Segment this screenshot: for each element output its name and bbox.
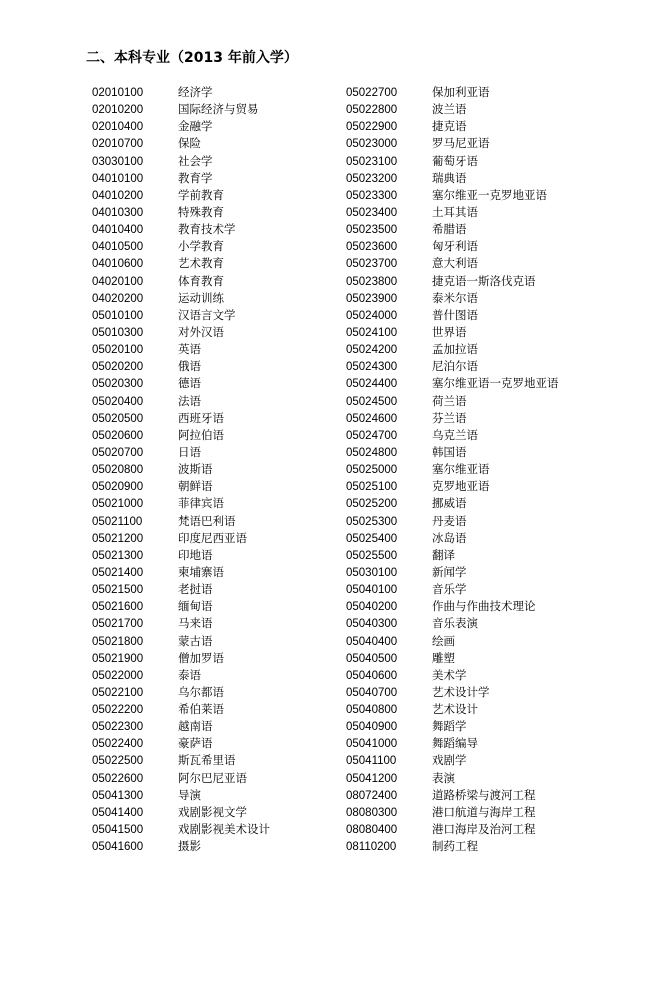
major-row — [346, 650, 559, 667]
major-code: 05020100 — [92, 344, 144, 357]
major-row — [92, 547, 270, 564]
major-code: 05025300 — [346, 515, 398, 528]
major-code: 05022300 — [92, 721, 144, 734]
major-row — [346, 735, 559, 752]
major-row — [92, 273, 270, 290]
major-name: 表演 — [432, 770, 455, 785]
major-name: 阿尔巴尼亚语 — [178, 770, 247, 785]
major-name: 艺术设计 — [432, 702, 478, 717]
major-name: 克罗地亚语 — [432, 479, 490, 494]
major-name: 丹麦语 — [432, 513, 467, 528]
major-code: 03030100 — [92, 155, 144, 168]
major-name: 韩国语 — [432, 444, 467, 459]
major-row — [92, 838, 270, 855]
major-code: 05040400 — [346, 635, 398, 648]
major-code: 05041500 — [92, 824, 144, 837]
major-row — [346, 84, 559, 101]
major-row — [346, 547, 559, 564]
major-code: 02010400 — [92, 121, 144, 134]
major-code: 05041600 — [92, 841, 144, 854]
major-code: 04010500 — [92, 241, 144, 254]
major-row — [346, 633, 559, 650]
major-name: 塞尔维亚语一克罗地亚语 — [432, 376, 559, 391]
major-name: 英语 — [178, 342, 201, 357]
major-code: 04010400 — [92, 224, 144, 237]
major-row — [92, 461, 270, 478]
major-name: 艺术教育 — [178, 256, 224, 271]
major-name: 越南语 — [178, 719, 213, 734]
major-name: 运动训练 — [178, 290, 224, 305]
major-code: 04010200 — [92, 189, 144, 202]
major-row — [92, 135, 270, 152]
major-code: 04010100 — [92, 172, 144, 185]
major-name: 世界语 — [432, 324, 467, 339]
major-code: 05021900 — [92, 652, 144, 665]
major-name: 塞尔维亚一克罗地亚语 — [432, 187, 547, 202]
major-row — [346, 324, 559, 341]
major-name: 经济学 — [178, 85, 213, 99]
major-row — [92, 787, 270, 804]
major-row — [92, 633, 270, 650]
major-row — [92, 615, 270, 632]
major-row — [92, 701, 270, 718]
major-code: 05041300 — [92, 789, 144, 802]
major-code: 05022100 — [92, 686, 144, 699]
major-row — [346, 530, 559, 547]
major-row — [346, 118, 559, 135]
major-code: 02010100 — [92, 87, 144, 99]
major-name: 日语 — [178, 444, 201, 459]
major-row — [92, 530, 270, 547]
major-name: 导演 — [178, 787, 201, 802]
major-row — [92, 581, 270, 598]
major-row — [346, 204, 559, 221]
major-name: 戏剧学 — [432, 753, 467, 768]
major-name: 戏剧影视文学 — [178, 804, 247, 819]
major-code: 04010600 — [92, 258, 144, 271]
major-name: 印度尼西亚语 — [178, 530, 247, 545]
major-name: 挪威语 — [432, 496, 467, 511]
major-code: 05040700 — [346, 686, 398, 699]
major-code: 05040800 — [346, 704, 398, 717]
major-row — [346, 838, 559, 855]
major-name: 保加利亚语 — [432, 85, 490, 99]
major-code: 05021800 — [92, 635, 144, 648]
major-code: 05021300 — [92, 549, 144, 562]
major-code: 05023700 — [346, 258, 398, 271]
major-row — [346, 307, 559, 324]
major-row — [346, 667, 559, 684]
major-row — [92, 752, 270, 769]
major-name: 新闻学 — [432, 564, 467, 579]
major-row — [346, 170, 559, 187]
major-name: 斯瓦希里语 — [178, 753, 236, 768]
major-name: 德语 — [178, 376, 201, 391]
major-row — [92, 341, 270, 358]
major-row — [92, 650, 270, 667]
major-row — [92, 804, 270, 821]
major-row — [92, 84, 270, 101]
left-major-list — [92, 84, 270, 855]
major-row — [92, 221, 270, 238]
major-row — [92, 187, 270, 204]
major-code: 05023100 — [346, 155, 398, 168]
major-code: 05024200 — [346, 344, 398, 357]
major-code: 05020600 — [92, 429, 144, 442]
major-row — [346, 461, 559, 478]
major-row — [92, 598, 270, 615]
major-row — [92, 324, 270, 341]
major-code: 05022600 — [92, 772, 144, 785]
major-row — [346, 752, 559, 769]
major-name: 土耳其语 — [432, 204, 478, 219]
major-code: 05023200 — [346, 172, 398, 185]
major-name: 戏剧影视美术设计 — [178, 822, 270, 837]
major-code: 05023500 — [346, 224, 398, 237]
major-code: 05021500 — [92, 584, 144, 597]
major-name: 教育学 — [178, 170, 213, 185]
major-name: 港口航道与海岸工程 — [432, 804, 536, 819]
major-name: 社会学 — [178, 153, 213, 168]
major-code: 05041200 — [346, 772, 398, 785]
major-name: 菲律宾语 — [178, 496, 224, 511]
major-row — [92, 290, 270, 307]
major-name: 梵语巴利语 — [178, 513, 236, 528]
major-code: 05010300 — [92, 326, 144, 339]
major-row — [92, 718, 270, 735]
major-code: 08080300 — [346, 806, 398, 819]
major-row — [92, 307, 270, 324]
major-code: 05021200 — [92, 532, 144, 545]
major-code: 05041400 — [92, 806, 144, 819]
major-code: 05020500 — [92, 412, 144, 425]
major-row — [92, 564, 270, 581]
major-name: 尼泊尔语 — [432, 359, 478, 374]
major-code: 05022400 — [92, 738, 144, 751]
major-code: 05022000 — [92, 669, 144, 682]
major-row — [346, 684, 559, 701]
major-name: 僧加罗语 — [178, 650, 224, 665]
major-name: 舞蹈编导 — [432, 736, 478, 751]
major-code: 05040100 — [346, 584, 398, 597]
major-code: 05024400 — [346, 378, 398, 391]
major-code: 05025200 — [346, 498, 398, 511]
major-code: 05021400 — [92, 566, 144, 579]
major-code: 05025000 — [346, 464, 398, 477]
major-code: 05040600 — [346, 669, 398, 682]
major-code: 05023600 — [346, 241, 398, 254]
major-row — [346, 135, 559, 152]
major-row — [92, 358, 270, 375]
major-name: 希腊语 — [432, 222, 467, 237]
major-name: 泰语 — [178, 667, 201, 682]
major-code: 02010200 — [92, 104, 144, 117]
major-row — [92, 375, 270, 392]
major-name: 对外汉语 — [178, 324, 224, 339]
major-code: 05041100 — [346, 755, 397, 768]
major-code: 08072400 — [346, 789, 398, 802]
major-code: 08080400 — [346, 824, 398, 837]
major-row — [346, 564, 559, 581]
major-row — [346, 615, 559, 632]
major-code: 05030100 — [346, 566, 398, 579]
major-row — [92, 170, 270, 187]
major-name: 阿拉伯语 — [178, 427, 224, 442]
major-row — [92, 153, 270, 170]
major-row — [92, 821, 270, 838]
major-name: 道路桥梁与渡河工程 — [432, 787, 536, 802]
major-row — [346, 153, 559, 170]
major-name: 缅甸语 — [178, 599, 213, 614]
major-code: 05024700 — [346, 429, 398, 442]
major-row — [92, 444, 270, 461]
major-row — [346, 770, 559, 787]
major-row — [92, 101, 270, 118]
major-row — [346, 410, 559, 427]
major-code: 04020200 — [92, 292, 144, 305]
major-code: 05023800 — [346, 275, 398, 288]
major-code: 05020800 — [92, 464, 144, 477]
major-name: 冰岛语 — [432, 530, 467, 545]
major-row — [346, 821, 559, 838]
major-name: 印地语 — [178, 547, 213, 562]
major-code: 05022700 — [346, 87, 398, 99]
major-name: 教育技术学 — [178, 222, 236, 237]
major-row — [92, 684, 270, 701]
major-code: 05040500 — [346, 652, 398, 665]
major-name: 制药工程 — [432, 839, 478, 854]
major-code: 05020900 — [92, 481, 144, 494]
major-code: 05020400 — [92, 395, 144, 408]
major-code: 04010300 — [92, 206, 144, 219]
major-name: 蒙古语 — [178, 633, 213, 648]
major-name: 翻译 — [432, 547, 455, 562]
major-code: 05024000 — [346, 309, 398, 322]
major-name: 瑞典语 — [432, 170, 467, 185]
major-name: 美术学 — [432, 667, 467, 682]
major-name: 法语 — [178, 393, 201, 408]
major-code: 05024300 — [346, 361, 398, 374]
major-code: 05025500 — [346, 549, 398, 562]
major-name: 塞尔维亚语 — [432, 462, 490, 477]
major-row — [346, 718, 559, 735]
major-name: 体育教育 — [178, 273, 224, 288]
major-row — [346, 273, 559, 290]
major-name: 金融学 — [178, 119, 213, 134]
major-code: 05020300 — [92, 378, 144, 391]
major-code: 05024600 — [346, 412, 398, 425]
major-name: 摄影 — [178, 839, 201, 854]
major-code: 05025400 — [346, 532, 398, 545]
major-code: 05021700 — [92, 618, 144, 631]
major-name: 柬埔寨语 — [178, 564, 224, 579]
major-code: 05022200 — [92, 704, 144, 717]
major-name: 希伯莱语 — [178, 702, 224, 717]
major-code: 05025100 — [346, 481, 398, 494]
major-code: 05021100 — [92, 515, 143, 528]
major-name: 雕塑 — [432, 650, 455, 665]
major-row — [92, 238, 270, 255]
major-row — [346, 427, 559, 444]
major-row — [346, 513, 559, 530]
major-code: 05024800 — [346, 446, 398, 459]
major-row — [346, 804, 559, 821]
major-name: 意大利语 — [432, 256, 478, 271]
major-code: 05040300 — [346, 618, 398, 631]
major-name: 西班牙语 — [178, 410, 224, 425]
major-code: 08110200 — [346, 841, 397, 854]
major-code: 05023900 — [346, 292, 398, 305]
major-row — [92, 667, 270, 684]
major-row — [346, 221, 559, 238]
major-code: 04020100 — [92, 275, 144, 288]
major-code: 05020200 — [92, 361, 144, 374]
major-name: 乌尔都语 — [178, 684, 224, 699]
major-code: 05023400 — [346, 206, 398, 219]
major-name: 芬兰语 — [432, 410, 467, 425]
major-row — [346, 358, 559, 375]
major-name: 港口海岸及治河工程 — [432, 822, 536, 837]
major-name: 乌克兰语 — [432, 427, 478, 442]
major-name: 汉语言文学 — [178, 307, 236, 322]
major-name: 朝鲜语 — [178, 479, 213, 494]
major-code: 05022800 — [346, 104, 398, 117]
major-row — [346, 495, 559, 512]
major-row — [346, 187, 559, 204]
major-row — [346, 375, 559, 392]
major-code: 05023300 — [346, 189, 398, 202]
major-name: 泰米尔语 — [432, 290, 478, 305]
major-row — [92, 478, 270, 495]
major-row — [92, 770, 270, 787]
major-code: 05040900 — [346, 721, 398, 734]
major-code: 05020700 — [92, 446, 144, 459]
major-code: 05023000 — [346, 138, 398, 151]
major-name: 波兰语 — [432, 102, 467, 117]
major-row — [346, 341, 559, 358]
major-name: 孟加拉语 — [432, 342, 478, 357]
major-code: 05022900 — [346, 121, 398, 134]
major-name: 普什图语 — [432, 307, 478, 322]
major-name: 马来语 — [178, 616, 213, 631]
major-name: 罗马尼亚语 — [432, 136, 490, 151]
major-code: 05010100 — [92, 309, 144, 322]
major-code: 05021600 — [92, 601, 144, 614]
major-code: 05024100 — [346, 326, 398, 339]
major-row — [92, 735, 270, 752]
major-name: 绘画 — [432, 633, 455, 648]
major-name: 舞蹈学 — [432, 719, 467, 734]
major-code: 02010700 — [92, 138, 144, 151]
major-code: 05021000 — [92, 498, 144, 511]
major-row — [92, 393, 270, 410]
major-row — [346, 581, 559, 598]
major-name: 老挝语 — [178, 582, 213, 597]
major-row — [346, 444, 559, 461]
major-name: 作曲与作曲技术理论 — [432, 599, 536, 614]
major-row — [346, 238, 559, 255]
major-row — [346, 787, 559, 804]
major-name: 荷兰语 — [432, 393, 467, 408]
major-row — [92, 495, 270, 512]
major-row — [92, 255, 270, 272]
major-row — [92, 204, 270, 221]
major-name: 波斯语 — [178, 462, 213, 477]
major-row — [346, 598, 559, 615]
major-row — [92, 410, 270, 427]
major-name: 捷克语 — [432, 119, 467, 134]
section-heading: 二、本科专业（2013 年前入学） — [86, 50, 298, 66]
major-name: 保险 — [178, 136, 201, 151]
major-row — [92, 513, 270, 530]
major-name: 小学教育 — [178, 239, 224, 254]
major-row — [346, 101, 559, 118]
major-row — [346, 478, 559, 495]
major-name: 葡萄牙语 — [432, 153, 478, 168]
major-name: 学前教育 — [178, 187, 224, 202]
major-name: 俄语 — [178, 359, 201, 374]
major-name: 音乐表演 — [432, 616, 478, 631]
major-code: 05024500 — [346, 395, 398, 408]
right-major-list — [346, 84, 559, 855]
major-row — [92, 427, 270, 444]
major-code: 05040200 — [346, 601, 398, 614]
major-code: 05022500 — [92, 755, 144, 768]
major-name: 特殊教育 — [178, 204, 224, 219]
major-name: 匈牙利语 — [432, 239, 478, 254]
major-name: 艺术设计学 — [432, 684, 490, 699]
major-code: 05041000 — [346, 738, 398, 751]
major-row — [346, 393, 559, 410]
major-name: 音乐学 — [432, 582, 467, 597]
major-row — [346, 290, 559, 307]
major-name: 豪萨语 — [178, 736, 213, 751]
major-name: 国际经济与贸易 — [178, 102, 259, 117]
major-row — [92, 118, 270, 135]
major-name: 捷克语一斯洛伐克语 — [432, 273, 536, 288]
major-row — [346, 255, 559, 272]
major-row — [346, 701, 559, 718]
